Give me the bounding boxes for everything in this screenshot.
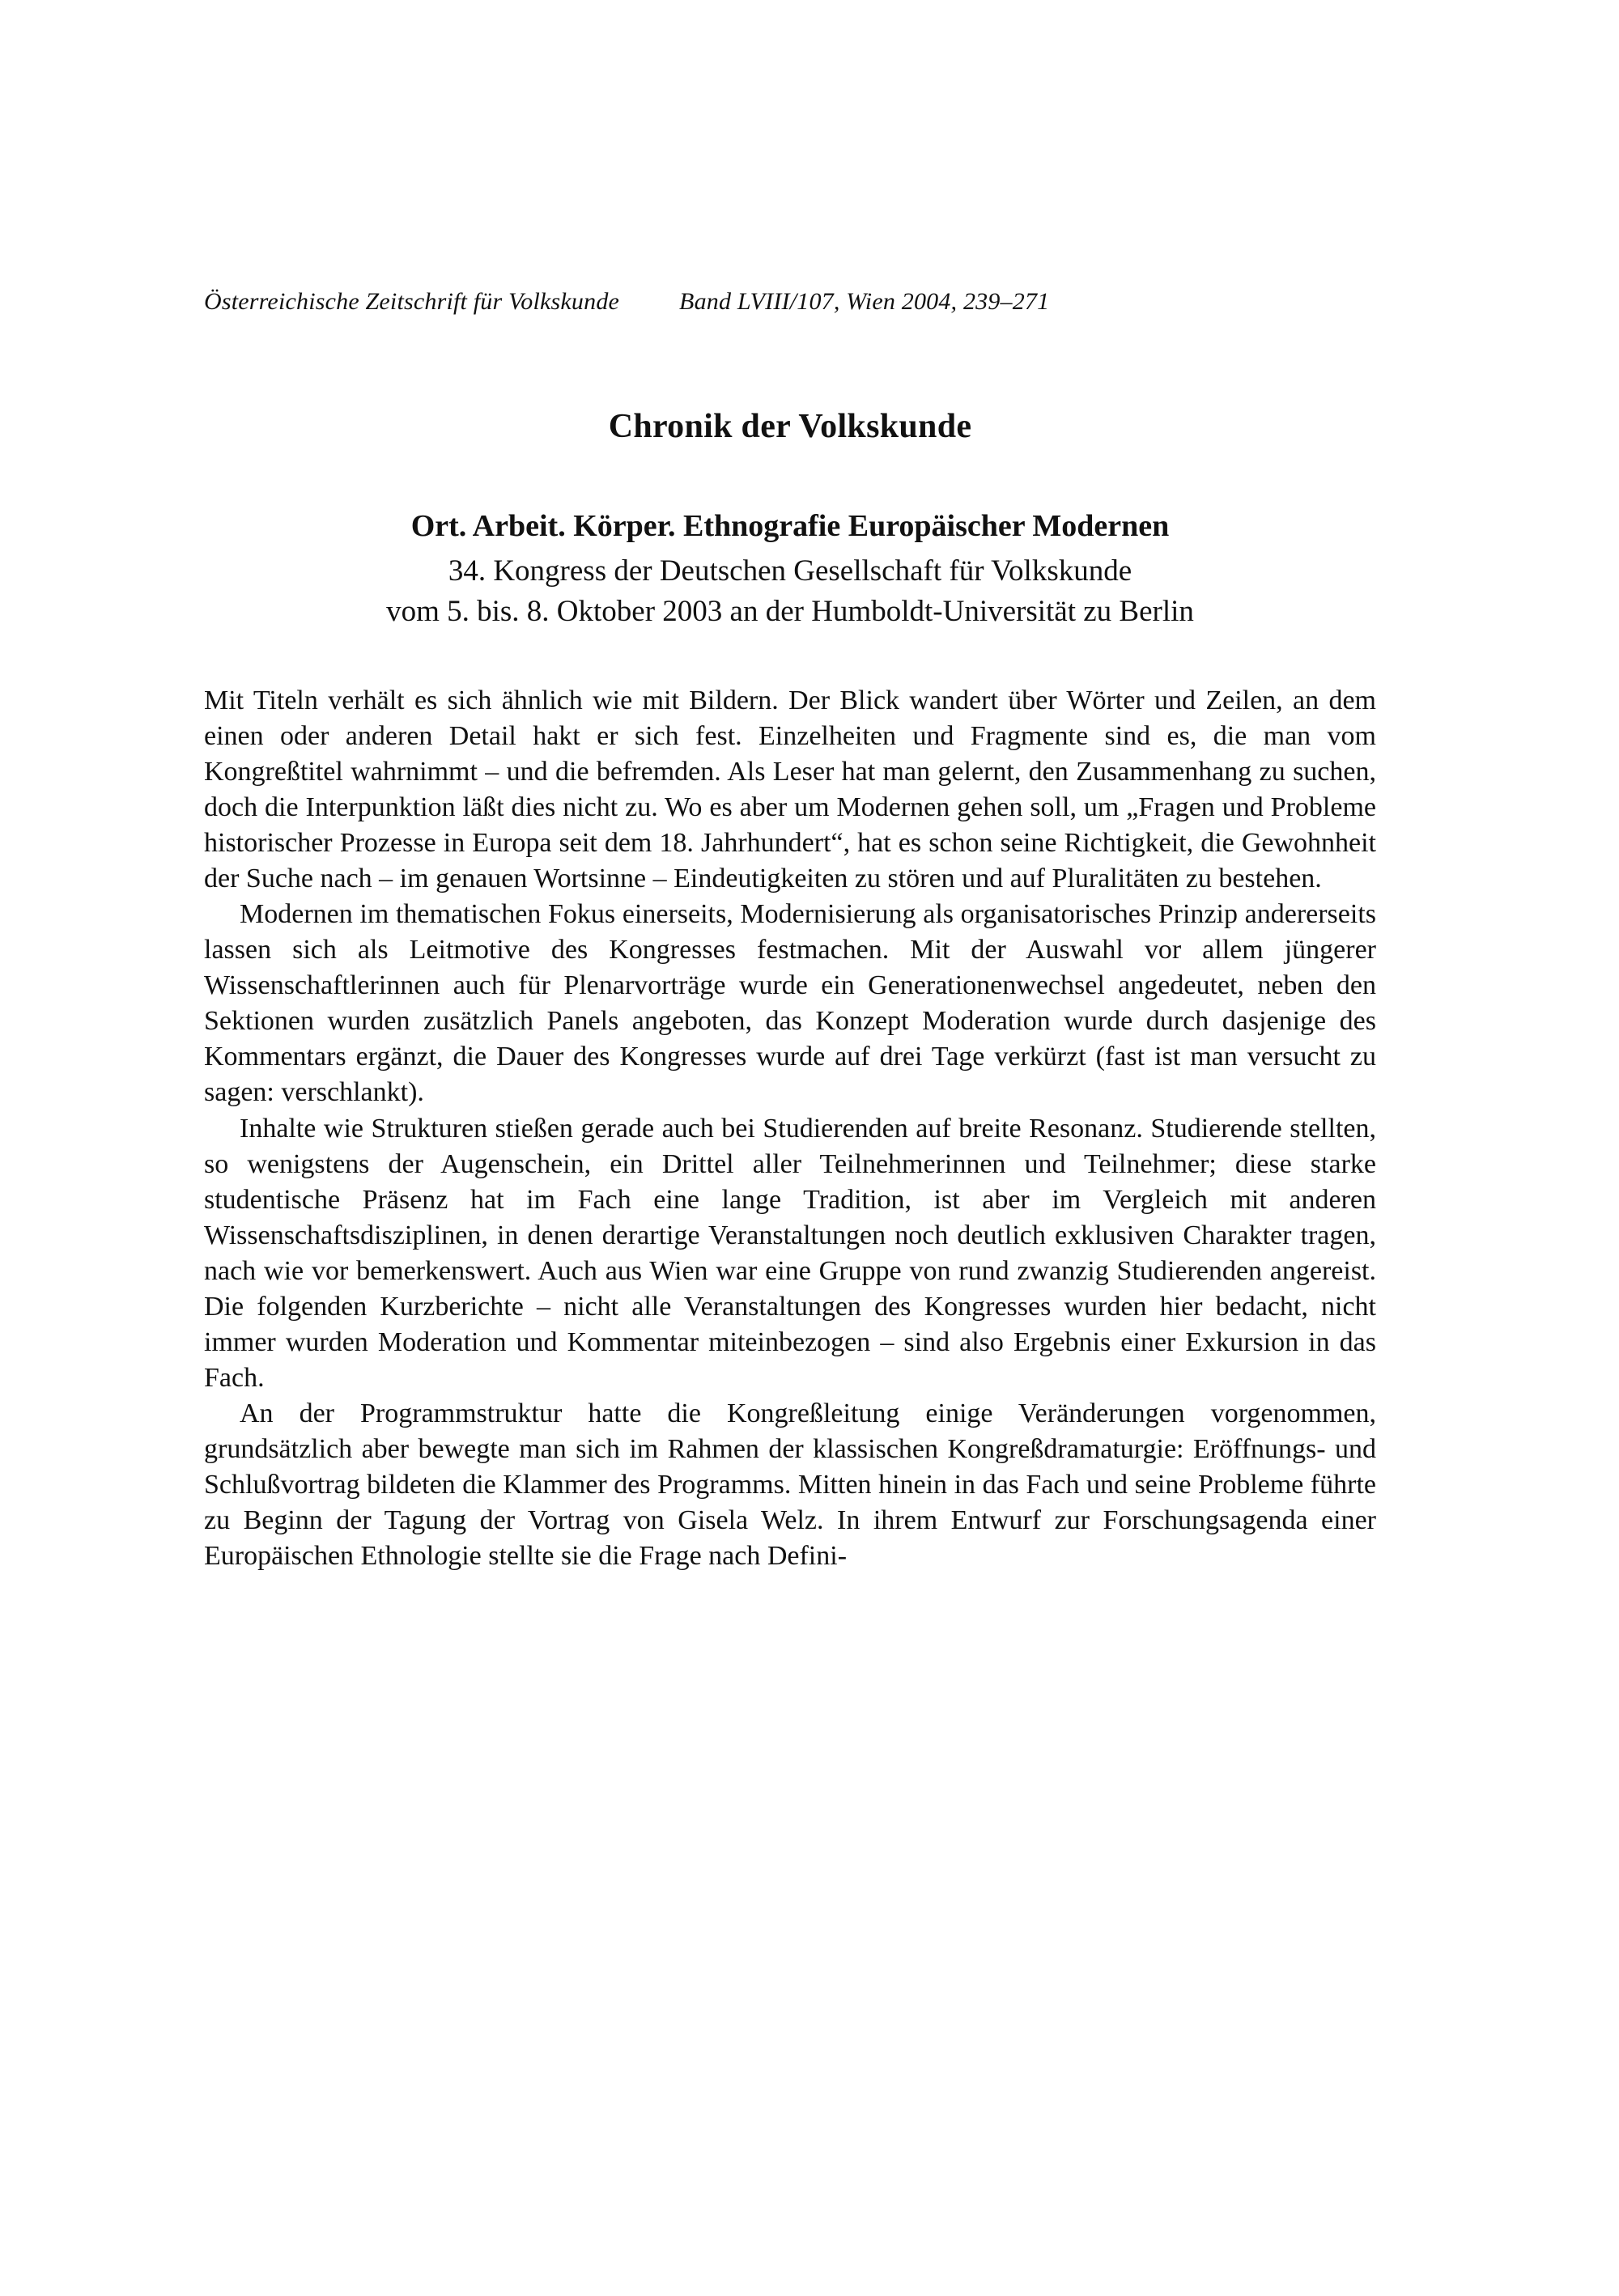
article-subtitle (204, 551, 1376, 631)
paragraph: Inhalte wie Strukturen stießen gerade auch bei Studierenden auf breite Resonanz. Studierende stellten, so wenigstens der Augenschein, ein Drittel aller Teilnehmerinnen und Teilnehmer; diese starke studentische Präsenz hat im Fach eine lange Tradition, ist aber im Vergleich mit anderen Wissenschaftsdisziplinen, in denen derartige Veranstaltungen noch deutlich exklusiven Charakter tragen, nach wie vor bemerkenswert. Auch aus Wien war eine Gruppe von rund zwanzig Studierenden angereist. Die folgenden Kurzberichte – nicht alle Veranstaltungen des Kongresses wurden hier bedacht, nicht immer wurden Moderation und Kommentar miteinbezogen – sind also Ergebnis einer Exkursion in das Fach. (204, 1113, 1376, 1393)
subtitle-line-2: vom 5. bis. 8. Oktober 2003 an der Humboldt-Universität zu Berlin (386, 594, 1194, 628)
article-body (204, 683, 1376, 1573)
running-head (204, 287, 1376, 316)
page-content (204, 287, 1376, 1574)
section-heading: Chronik der Volkskunde (608, 408, 972, 445)
journal-issue: Band LVIII/107, Wien 2004, 239–271 (679, 288, 1050, 315)
paragraph: Mit Titeln verhält es sich ähnlich wie mit Bildern. Der Blick wandert über Wörter und Zeilen, an dem einen oder anderen Detail hakt er sich fest. Einzelheiten und Fragmente sind es, die man vom Kongreßtitel wahrnimmt – und die befremden. Als Leser hat man gelernt, den Zusammenhang zu suchen, doch die Interpunktion läßt dies nicht zu. Wo es aber um Modernen gehen soll, um „Fragen und Probleme historischer Prozesse in Europa seit dem 18. Jahrhundert“, hat es schon seine Richtigkeit, die Gewohnheit der Suche nach – im genauen Wortsinne – Eindeutigkeiten zu stören und auf Pluralitäten zu bestehen. (204, 685, 1376, 894)
subtitle-line-1: 34. Kongress der Deutschen Gesellschaft für Volkskunde (448, 554, 1132, 588)
paragraph: An der Programmstruktur hatte die Kongreßleitung einige Veränderungen vorgenommen, grundsätzlich aber bewegte man sich im Rahmen der klassischen Kongreßdramaturgie: Eröffnungs- und Schlußvortrag bildeten die Klammer des Programms. Mitten hinein in das Fach und seine Probleme führte zu Beginn der Tagung der Vortrag von Gisela Welz. In ihrem Entwurf zur Forschungsagenda einer Europäischen Ethnologie stellte sie die Frage nach Defini- (204, 1398, 1376, 1571)
paragraph: Modernen im thematischen Fokus einerseits, Modernisierung als organisatorisches Prinzip andererseits lassen sich als Leitmotive des Kongresses festmachen. Mit der Auswahl vor allem jüngerer Wissenschaftlerinnen auch für Plenarvorträge wurde ein Generationenwechsel angedeutet, neben den Sektionen wurden zusätzlich Panels angeboten, das Konzept Moderation wurde durch dasjenige des Kommentars ergänzt, die Dauer des Kongresses wurde auf drei Tage verkürzt (fast ist man versucht zu sagen: verschlankt). (204, 899, 1376, 1108)
journal-name: Österreichische Zeitschrift für Volkskunde (204, 288, 620, 315)
article-title: Ort. Arbeit. Körper. Ethnografie Europäischer Modernen (410, 509, 1170, 543)
